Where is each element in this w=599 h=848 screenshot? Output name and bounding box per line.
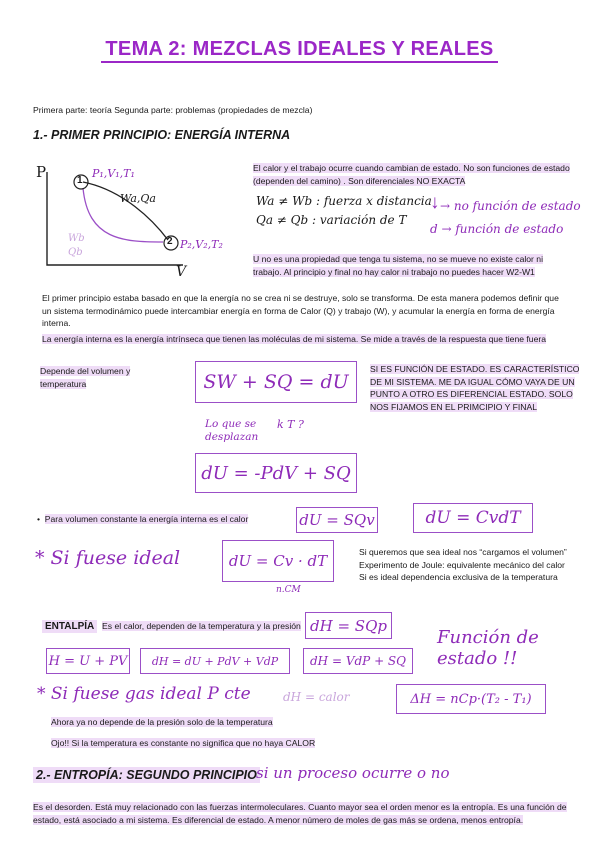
state1-number: 1 [77, 175, 83, 186]
brace-icon: ↓ [430, 192, 440, 213]
section2-hand-note: si un proceso ocurre o no [256, 764, 450, 782]
eq-main-box: SW + SQ = dU [195, 361, 357, 403]
upper-path-label: Wa,Qa [120, 192, 156, 205]
section2-heading: 2.- ENTROPÍA: SEGUNDO PRINCIPIO [33, 768, 260, 782]
pv-diagram [33, 160, 248, 290]
entalpia-line [42, 620, 301, 634]
eq-h-box: H = U + PV [46, 648, 130, 674]
funcion-estado-note: Función de estado !! [437, 627, 539, 669]
lower-path-w-label: Wb [68, 233, 85, 244]
entalpia-label: ENTALPÍA [42, 620, 97, 633]
state2-number: 2 [167, 236, 173, 247]
eq-dh3-box: dH = VdP + SQ [303, 648, 413, 674]
hand-arrow2: d → función de estado [430, 222, 564, 236]
eq-delta-h-box: ΔH = nCp·(T₂ - T₁) [396, 684, 546, 714]
eq-ideal-box: dU = Cv · dT [222, 540, 334, 582]
ideal-note-1: Si queremos que sea ideal nos “cargamos el volumen” [359, 547, 567, 557]
u-note: U no es una propiedad que tenga tu sistema, no se mueve no existe calor ni trabajo. Al principio y final no hay calor ni trabajo no puedes hacer W2-W1 [253, 254, 543, 277]
state-function-note: SI ES FUNCIÓN DE ESTADO. ES CARACTERÍSTICO DE MI SISTEMA. ME DA IGUAL CÓMO VAYA DE UN PUNTO A OTRO ES DIFERENCIAL ESTADO. SOLO NOS FIJAMOS EN EL PRIMCIPIO Y FINAL [370, 364, 580, 412]
paragraph-1: El primer principio estaba basado en que la energía no se crea ni se destruye, solo se transforma. De esta manera podemos definir que un sistema termodinámico puede intercambiar energía en forma de Calor (Q) y trabajo (W), y acumular la energía en forma de energía interna. [42, 293, 559, 328]
hand-arrow1: → no función de estado [440, 199, 581, 213]
state-note: El calor y el trabajo ocurre cuando cambian de estado. No son funciones de estado (dependen del camino) . Son diferenciales NO EXACTA [253, 163, 570, 186]
lower-path-q-label: Qb [68, 247, 83, 258]
ncm-note: n.CM [276, 585, 301, 595]
note-pressure: Ahora ya no depende de la presión solo de la temperatura [51, 717, 273, 727]
x-axis-label: V [176, 264, 187, 280]
bullet-volume: • Para volumen constante la energía interna es el calor [37, 514, 249, 524]
entalpia-text: Es el calor, dependen de la temperatura y la presión [102, 621, 301, 631]
ideal-note-3: Si es ideal dependencia exclusiva de la temperatura [359, 572, 558, 582]
hand-eq2: Qa ≠ Qb : variación de T [256, 213, 407, 227]
ideal-note-2: Experimento de Joule: equivalente mecánico del calor [359, 559, 565, 570]
eq-ducv-box: dU = CvdT [413, 503, 533, 533]
eq-dh2-box: dH = dU + PdV + VdP [140, 648, 290, 674]
note-displace: Lo que se desplazan [205, 418, 259, 443]
y-axis-label: P [36, 163, 47, 181]
section2-paragraph: Es el desorden. Está muy relacionado con las fuerzas intermoleculares. Cuanto mayor sea el orden menor es la entropía. Es una función de estado, está asociado a mi sistema. Es diferencial de estado. A menor número de moles de gas más se ordena, menos entropía. [33, 802, 567, 825]
si-fuese-ideal: * Si fuese ideal [35, 547, 181, 569]
hand-eq1: Wa ≠ Wb : fuerza x distancia [256, 194, 432, 208]
eq-dh-box: dH = SQp [305, 612, 392, 639]
si-fuese-gas-ideal: * Si fuese gas ideal P cte [37, 684, 251, 704]
page-title: TEMA 2: MEZCLAS IDEALES Y REALES [0, 38, 599, 61]
ideal-notes [359, 546, 589, 584]
note-kt: k T ? [277, 418, 304, 431]
intro-text: Primera parte: teoría Segunda parte: problemas (propiedades de mezcla) [33, 105, 313, 115]
state2-label: P₂,V₂,T₂ [180, 238, 223, 251]
dh-calor-note: dH = calor [283, 690, 350, 704]
paragraph-2: La energía interna es la energía intrínseca que tienen las moléculas de mi sistema. Se mide a través de la respuesta que tiene fuera [42, 334, 546, 344]
upper-path [83, 182, 168, 240]
state1-label: P₁,V₁,T₁ [92, 167, 135, 180]
note-constant-temp: Ojo!! Si la temperatura es constante no significa que no haya CALOR [51, 738, 316, 748]
section1-heading: 1.- PRIMER PRINCIPIO: ENERGÍA INTERNA [33, 128, 291, 142]
eq-duv-box: dU = SQv [296, 507, 378, 533]
eq-du-box: dU = -PdV + SQ [195, 453, 357, 493]
depends-note: Depende del volumen y temperatura [40, 366, 131, 389]
